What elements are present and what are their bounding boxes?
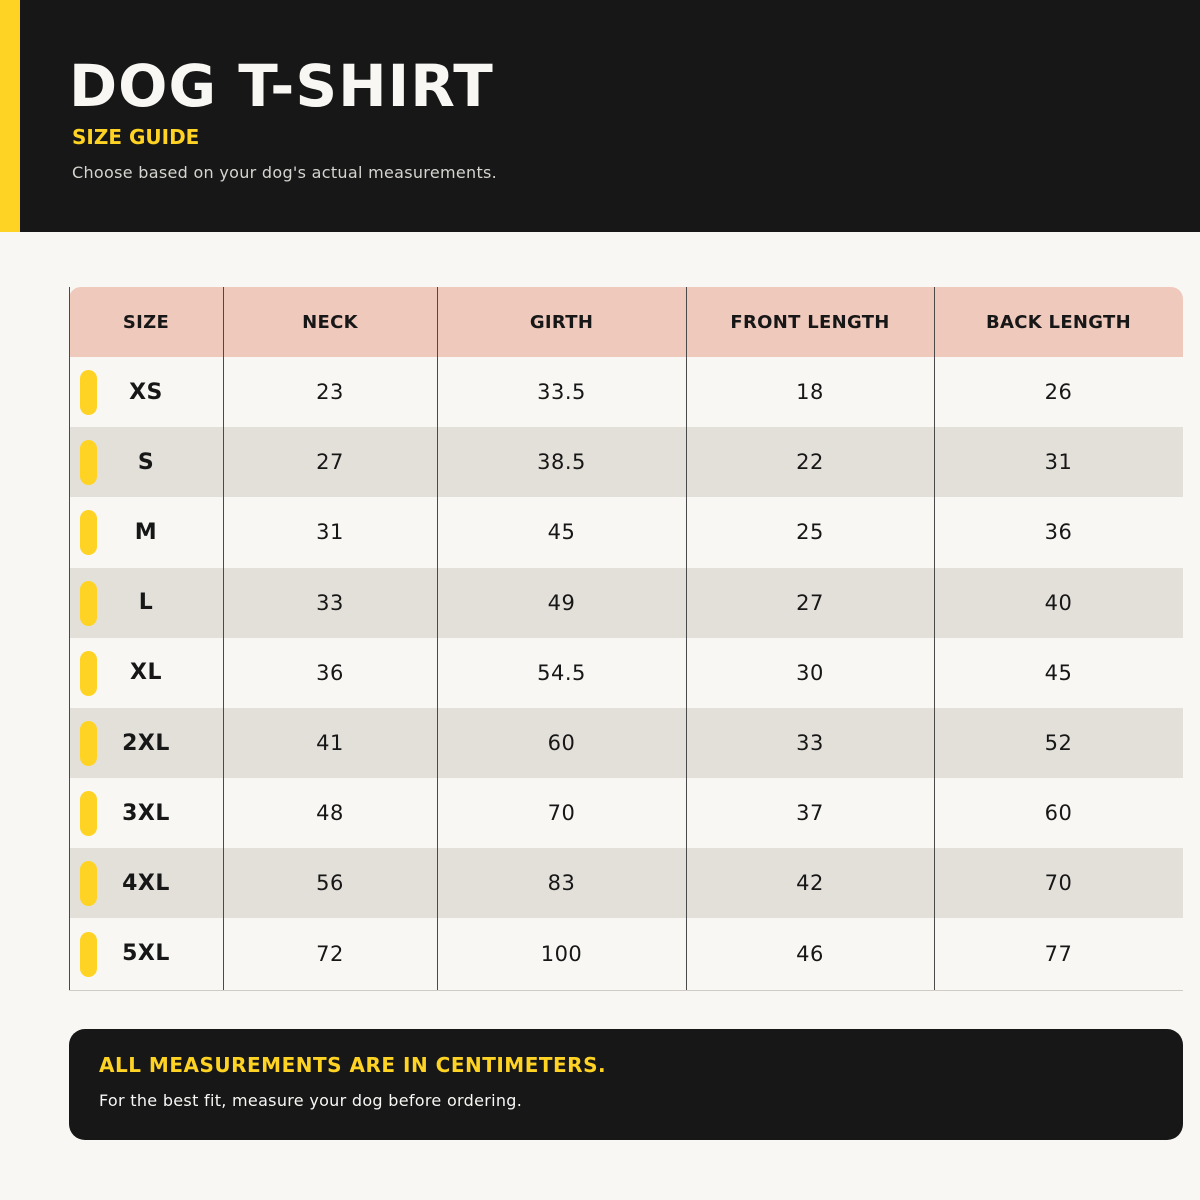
th-back-length: BACK LENGTH <box>985 311 1131 333</box>
back-length-cell: 40 <box>1044 590 1073 615</box>
size-cell: XL <box>130 660 162 686</box>
back-length-cell: 26 <box>1044 380 1073 404</box>
size-cell: S <box>137 449 155 475</box>
girth-cell: 38.5 <box>537 450 586 475</box>
size-cell: 5XL <box>122 941 170 967</box>
table-row <box>69 708 1183 778</box>
table-row <box>69 848 1183 918</box>
neck-cell: 23 <box>316 380 344 404</box>
girth-cell: 60 <box>547 731 576 755</box>
neck-cell: 33 <box>316 590 344 615</box>
neck-cell: 48 <box>316 801 344 826</box>
column-divider <box>437 287 438 991</box>
front-length-cell: 33 <box>796 731 824 755</box>
th-size: SIZE <box>122 311 170 333</box>
th-front-length: FRONT LENGTH <box>730 311 890 333</box>
front-length-cell: 22 <box>796 450 824 475</box>
front-length-cell: 42 <box>796 871 824 896</box>
size-cell: M <box>134 519 158 545</box>
back-length-cell: 31 <box>1044 450 1073 475</box>
neck-cell: 27 <box>316 450 344 475</box>
size-cell: L <box>138 590 154 616</box>
girth-cell: 54.5 <box>537 660 586 685</box>
back-length-cell: 60 <box>1044 801 1073 826</box>
footer-note <box>69 1029 1183 1140</box>
girth-cell: 83 <box>547 871 576 896</box>
page-description: Choose based on your dog's actual measurements. <box>72 163 498 182</box>
column-divider <box>223 287 224 991</box>
girth-cell: 45 <box>547 520 576 545</box>
page-title: DOG T-SHIRT <box>69 52 494 120</box>
back-length-cell: 45 <box>1044 660 1073 685</box>
front-length-cell: 37 <box>796 801 824 826</box>
girth-cell: 100 <box>540 941 583 966</box>
table-header-row <box>69 287 1183 357</box>
page-subtitle: SIZE GUIDE <box>72 125 200 149</box>
table-row <box>69 638 1183 708</box>
th-girth: GIRTH <box>529 311 594 333</box>
footer-title: ALL MEASUREMENTS ARE IN CENTIMETERS. <box>99 1053 607 1077</box>
girth-cell: 49 <box>547 590 576 615</box>
front-length-cell: 30 <box>796 660 824 685</box>
column-divider <box>934 287 935 991</box>
girth-cell: 33.5 <box>537 380 586 404</box>
neck-cell: 41 <box>316 731 344 755</box>
back-length-cell: 52 <box>1044 731 1073 755</box>
front-length-cell: 25 <box>796 520 824 545</box>
size-cell: 4XL <box>122 870 170 896</box>
front-length-cell: 18 <box>796 380 824 404</box>
size-cell: 3XL <box>122 800 170 826</box>
column-divider <box>686 287 687 991</box>
table-row <box>69 919 1183 989</box>
table-row <box>69 778 1183 848</box>
neck-cell: 72 <box>316 941 344 966</box>
front-length-cell: 27 <box>796 590 824 615</box>
accent-bar <box>0 0 20 232</box>
table-bottom-border <box>69 990 1183 991</box>
th-neck: NECK <box>302 311 358 333</box>
size-cell: XS <box>129 379 163 405</box>
header-banner <box>0 0 1200 232</box>
table-row <box>69 357 1183 427</box>
table-row <box>69 568 1183 638</box>
neck-cell: 56 <box>316 871 344 896</box>
column-divider <box>69 287 70 991</box>
table-row <box>69 497 1183 567</box>
back-length-cell: 77 <box>1044 941 1073 966</box>
back-length-cell: 70 <box>1044 871 1073 896</box>
neck-cell: 31 <box>316 520 344 545</box>
back-length-cell: 36 <box>1044 520 1073 545</box>
footer-text: For the best fit, measure your dog before ordering. <box>99 1091 523 1110</box>
neck-cell: 36 <box>316 660 344 685</box>
table-row <box>69 427 1183 497</box>
front-length-cell: 46 <box>796 941 824 966</box>
size-table <box>69 287 1183 991</box>
girth-cell: 70 <box>547 801 576 826</box>
size-cell: 2XL <box>122 730 170 756</box>
